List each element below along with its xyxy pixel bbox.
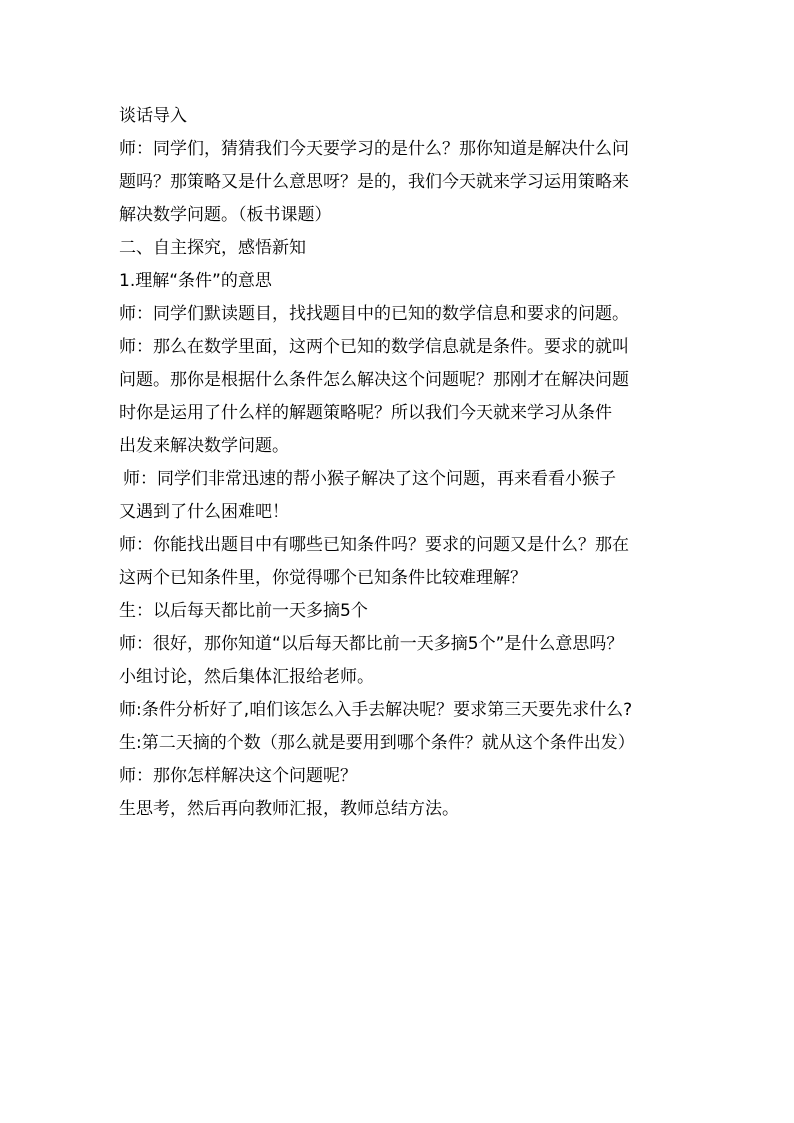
text-line: 解决数学问题。（板书课题） <box>119 205 332 225</box>
text-line: 出发来解决数学问题。 <box>119 436 289 456</box>
subsection-heading: 1.理解“条件”的意思 <box>119 271 272 291</box>
text-line: 师：很好，那你知道“以后每天都比前一天多摘5个”是什么意思吗？ <box>119 634 624 654</box>
text-line: 小组讨论，然后集体汇报给老师。 <box>119 667 374 687</box>
text-line: 生:第二天摘的个数（那么就是要用到哪个条件？就从这个条件出发） <box>119 733 635 753</box>
text-line: 题吗？那策略又是什么意思呀？是的，我们今天就来学习运用策略来 <box>119 172 629 192</box>
text-line: 生：以后每天都比前一天多摘5个 <box>119 601 368 621</box>
text-line: 师：那么在数学里面，这两个已知的数学信息就是条件。要求的就叫 <box>119 337 629 357</box>
text-line: 谈话导入 <box>119 106 187 126</box>
text-line: 又遇到了什么困难吧！ <box>119 502 289 522</box>
text-line: 师:条件分析好了,咱们该怎么入手去解决呢？要求第三天要先求什么? <box>119 700 633 720</box>
section-heading: 二、自主探究，感悟新知 <box>119 238 306 258</box>
text-line: 师：同学们默读题目，找找题目中的已知的数学信息和要求的问题。 <box>119 304 629 324</box>
text-line: 生思考，然后再向教师汇报，教师总结方法。 <box>119 799 459 819</box>
text-line: 师：同学们，猜猜我们今天要学习的是什么？那你知道是解决什么问 <box>119 139 629 159</box>
text-line: 师：那你怎样解决这个问题呢？ <box>119 766 357 786</box>
text-line: 时你是运用了什么样的解题策略呢？所以我们今天就来学习从条件 <box>119 403 612 423</box>
document-body <box>119 100 681 826</box>
text-line: 师：同学们非常迅速的帮小猴子解决了这个问题，再来看看小猴子 <box>123 469 616 489</box>
text-line: 问题。那你是根据什么条件怎么解决这个问题呢？那刚才在解决问题 <box>119 370 629 390</box>
text-line: 师：你能找出题目中有哪些已知条件吗？要求的问题又是什么？那在 <box>119 535 629 555</box>
text-line: 这两个已知条件里，你觉得哪个已知条件比较难理解？ <box>119 568 527 588</box>
